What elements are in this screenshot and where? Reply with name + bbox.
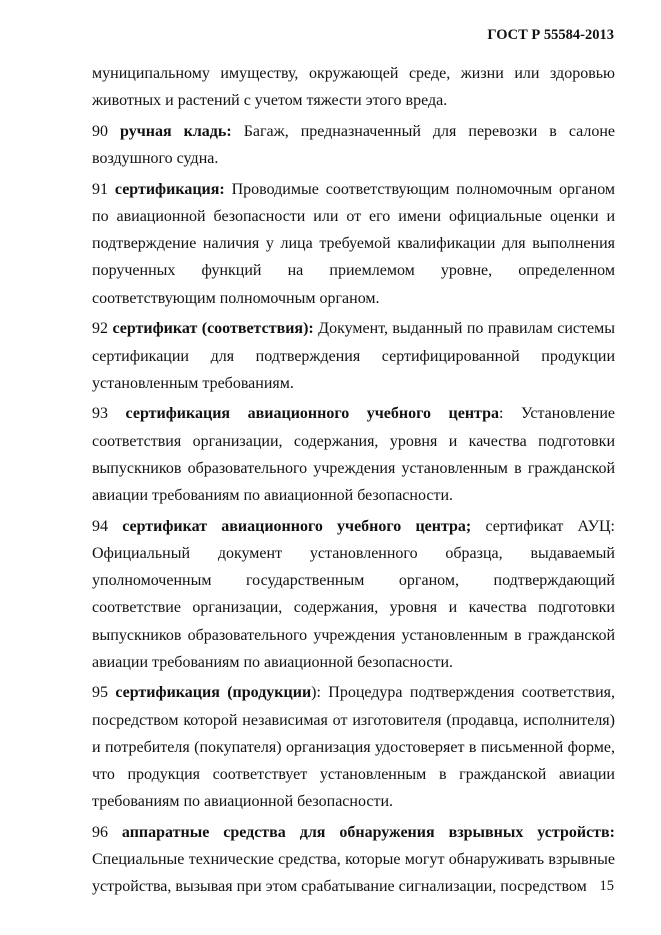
term-title: сертификация (продукции [115,684,312,702]
paragraph-text: муниципальному имуществу, окружающей среде, жизни или здоровью животных и растений с учетом тяжести этого вреда. [92,65,615,110]
entry-number: 95 [92,684,116,702]
document-header: ГОСТ Р 55584-2013 [487,27,614,43]
term-definition: ): Процедура подтверждения соответствия, посредством которой независимая от изготовителя (продавца, исполнителя) и потребителя (покупателя) организация удостоверяет в письменной форме, что продукция соответствует установленным в гражданской авиации требованиям по авиационной безопасности. [92,684,615,811]
term-definition: Специальные технические средства, которые могут обнаруживать взрывные устройства, вызывая при этом срабатывание сигнализации, посредством [92,851,615,896]
term-definition: : Установление соответствия организации, содержания, уровня и качества подготовки выпускников образовательного учреждения установленным в гражданской авиации требованиям по авиационной безопасности. [92,405,616,505]
page-number: 15 [599,878,614,894]
entry-number: 90 [92,122,121,140]
entry-number: 92 [92,320,113,338]
term-title: сертификация: [114,180,225,198]
entry-number: 91 [92,180,115,198]
term-entry-90 [92,118,615,172]
term-entry-93 [92,400,615,509]
term-title: сертификат авиационного учебного центра; [122,517,472,535]
term-entry-92 [92,315,615,397]
term-title: сертификат (соответствия): [112,320,314,338]
entry-number: 93 [92,405,126,423]
entry-number: 94 [92,517,123,535]
term-definition: Проводимые соответствующим полномочным органом по авиационной безопасности или от его имени официальные оценки и подтверждение наличия у лица требуемой квалификации для выполнения порученных функций на приемлемом уровне, определенном соответствующим полномочным органом. [92,180,616,307]
page-body [92,60,615,901]
paragraph-continuation [92,60,615,114]
term-title: ручная кладь: [120,122,232,140]
term-title: сертификация авиационного учебного центра [125,405,499,423]
term-entry-91 [92,176,615,312]
term-definition: Документ, выданный по правилам системы сертификации для подтверждения сертифицированной продукции установленным требованиям. [92,320,615,392]
entry-number: 96 [92,823,122,841]
term-entry-94 [92,513,615,676]
term-definition: сертификат АУЦ: Официальный документ установленного образца, выдаваемый уполномоченным государственным органом, подтверждающий соответствие организации, содержания, уровня и качества подготовки выпускников образовательного учреждения установленным в гражданской авиации требованиям по авиационной безопасности. [92,517,615,671]
term-entry-96 [92,819,615,901]
term-definition: Багаж, предназначенный для перевозки в салоне воздушного судна. [92,122,615,168]
term-entry-95 [92,679,615,815]
term-title: аппаратные средства для обнаружения взрывных устройств: [121,823,616,841]
